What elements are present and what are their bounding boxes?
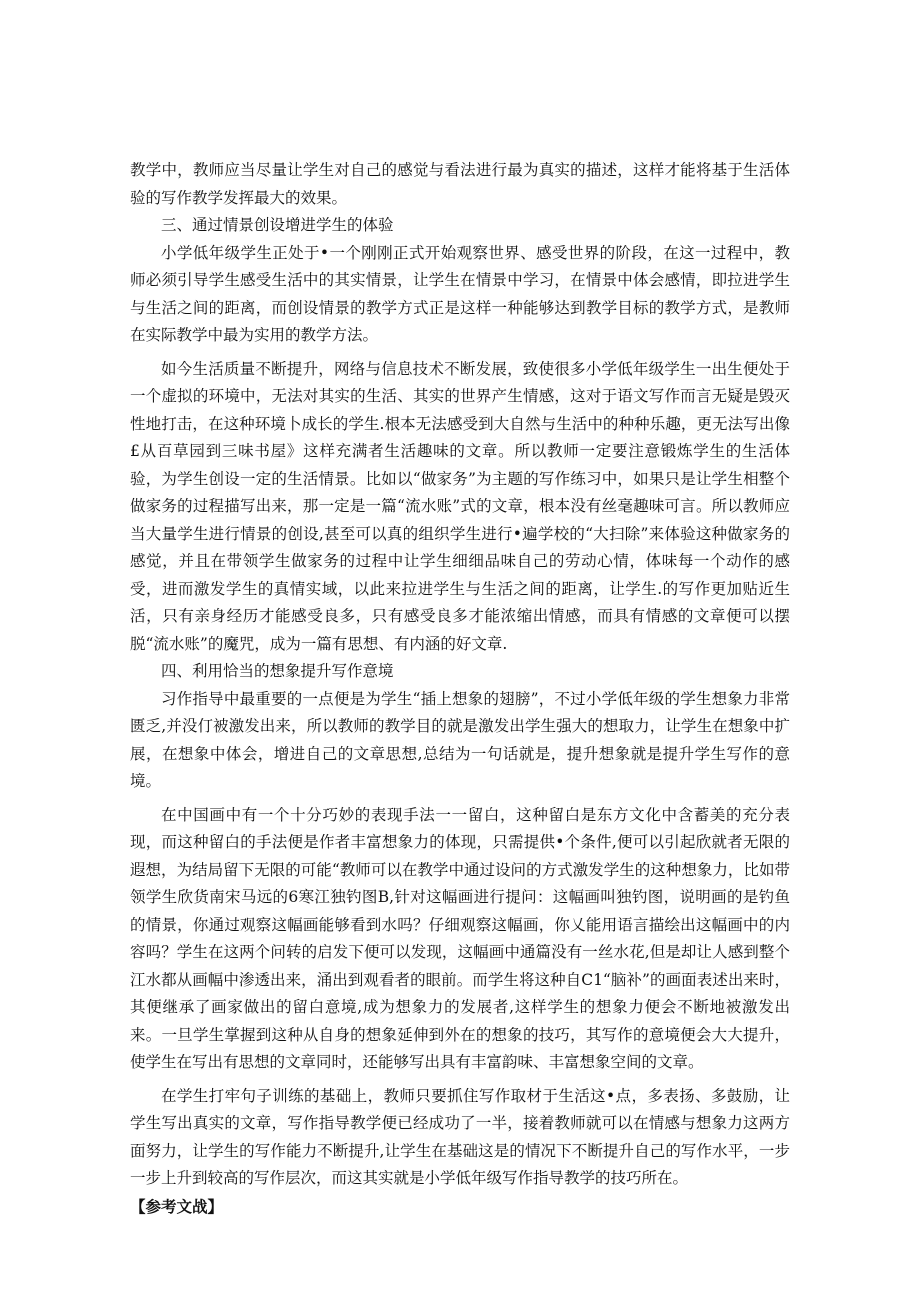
references-heading: 【参考文战】 — [130, 1196, 224, 1216]
paragraph-conclusion: 在学生打牢句子训练的基础上，教师只要抓住写作取材于生活这•点，多表扬、多鼓励，让学生写出真实的文章，写作指导教学便已经成功了一半，接着教师就可以在情感与想象力这两方面努力，让学生的写作能力不断提升,让学生在基础这是的情况下不断提升自己的写作水平，一步一步上升到较高的写作层次，而这其实就是小学低年级写作指导教学的技巧所在。 — [130, 1086, 790, 1187]
section-heading-3: 三、通过情景创设增进学生的体验 — [161, 216, 394, 234]
section-heading-4: 四、利用恰当的想象提升写作意境 — [161, 662, 394, 680]
paragraph-4-1: 习作指导中最重要的一点便是为学生“插上想象的翅膀”，不过小学低年级的学生想象力非常匮乏,并没仃被激发出来，所以教师的教学目的就是激发出学生强大的想取力，让学生在想象中扩展，在想象中体会，增进自己的文章思想,总结为一句话就是，提升想象就是提升学生写作的意境。 — [130, 689, 790, 790]
paragraph-intro-continuation: 教学中，教师应当尽量让学生对自己的感觉与看法进行最为真实的描述，这样才能将基于生活体验的写作教学发挥最大的效果。 — [130, 161, 790, 207]
paragraph-3-1: 小学低年级学生正处于•一个刚刚正式开始观察世界、感受世界的阶段，在这一过程中，教师必须引导学生感受生活中的其实情景，让学生在情景中学习，在情景中体会感情，即拉进学生与生活之间的距离，而创设情景的教学方式正是这样一种能够达到教学目标的教学方式，是教师在实际教学中最为实用的教学方法。 — [130, 243, 790, 344]
document-page — [130, 157, 790, 1220]
paragraph-4-2: 在中国画中有一个十分巧妙的表现手法一一留白，这种留白是东方文化中含蓄美的充分表现，而这种留白的手法便是作者丰富想象力的体现，只需提供•个条件,便可以引起欣就者无限的遐想，为结局留下无限的可能“教师可以在教学中通过设问的方式激发学生的这种想象力，比如带领学生欣货南宋马远的6寒江独钓图B,针对这幅画进行提问：这幅画叫独钓图，说明画的是钓鱼的情景，你通过观察这幅画能够看到水吗？仔细观察这幅画，你乂能用语言描绘出这幅画中的内容吗？学生在这两个问转的启发下便可以发现，这幅画中通篇没有一丝水花,但是却让人感到整个江水都从画幅中渗透出来，涌出到观看者的眼前。而学生将这种自C1“脑补”的画面表述出来时，其便继承了画家做出的留白意境,成为想象力的发展者,这样学生的想象力便会不断地被激发出来。一旦学生掌握到这种从自身的想象延伸到外在的想象的技巧，其写作的意境便会大大提升，使学生在写出有思想的文章同时，还能够写出具有丰富韵味、丰富想象空间的文章。 — [130, 805, 790, 1071]
paragraph-3-2: 如今生活质量不断提升，网络与信息技术不断发展，致使很多小学低年级学生一出生便处于一个虚拟的环境中，无法对其实的生活、其实的世界产生情感，这对于语文写作而言无疑是毁灭性地打击，在这种环境卜成长的学生.根本无法感受到大自然与生活中的种种乐趣，更无法写出像£从百草园到三味书屋》这样充满者生活趣味的文章。所以教师一定要注意锻炼学生的生活体验，为学生创设一定的生活情景。比如以“做家务”为主题的写作练习中，如果只是让学生相整个做家务的过程描写出来，那一定是一篇“流水账”式的文章，根本没有丝毫趣味可言。所以教师应当大量学生进行情景的创设,甚至可以真的组织学生进行•遍学校的“大扫除”来体验这种做家务的感觉，并且在带领学生做家务的过程中让学生细细品味自己的劳动心情，体味每一个动作的感受，进而激发学生的真情实域，以此来拉进学生与生活之间的距离，让学生.的写作更加贴近生活，只有亲身经历才能感受良多，只有感受良多才能浓缩出情感，而具有情感的文章便可以摆脱“流水账”的魔咒，成为一篇有思想、有内涵的好文章. — [130, 359, 790, 653]
